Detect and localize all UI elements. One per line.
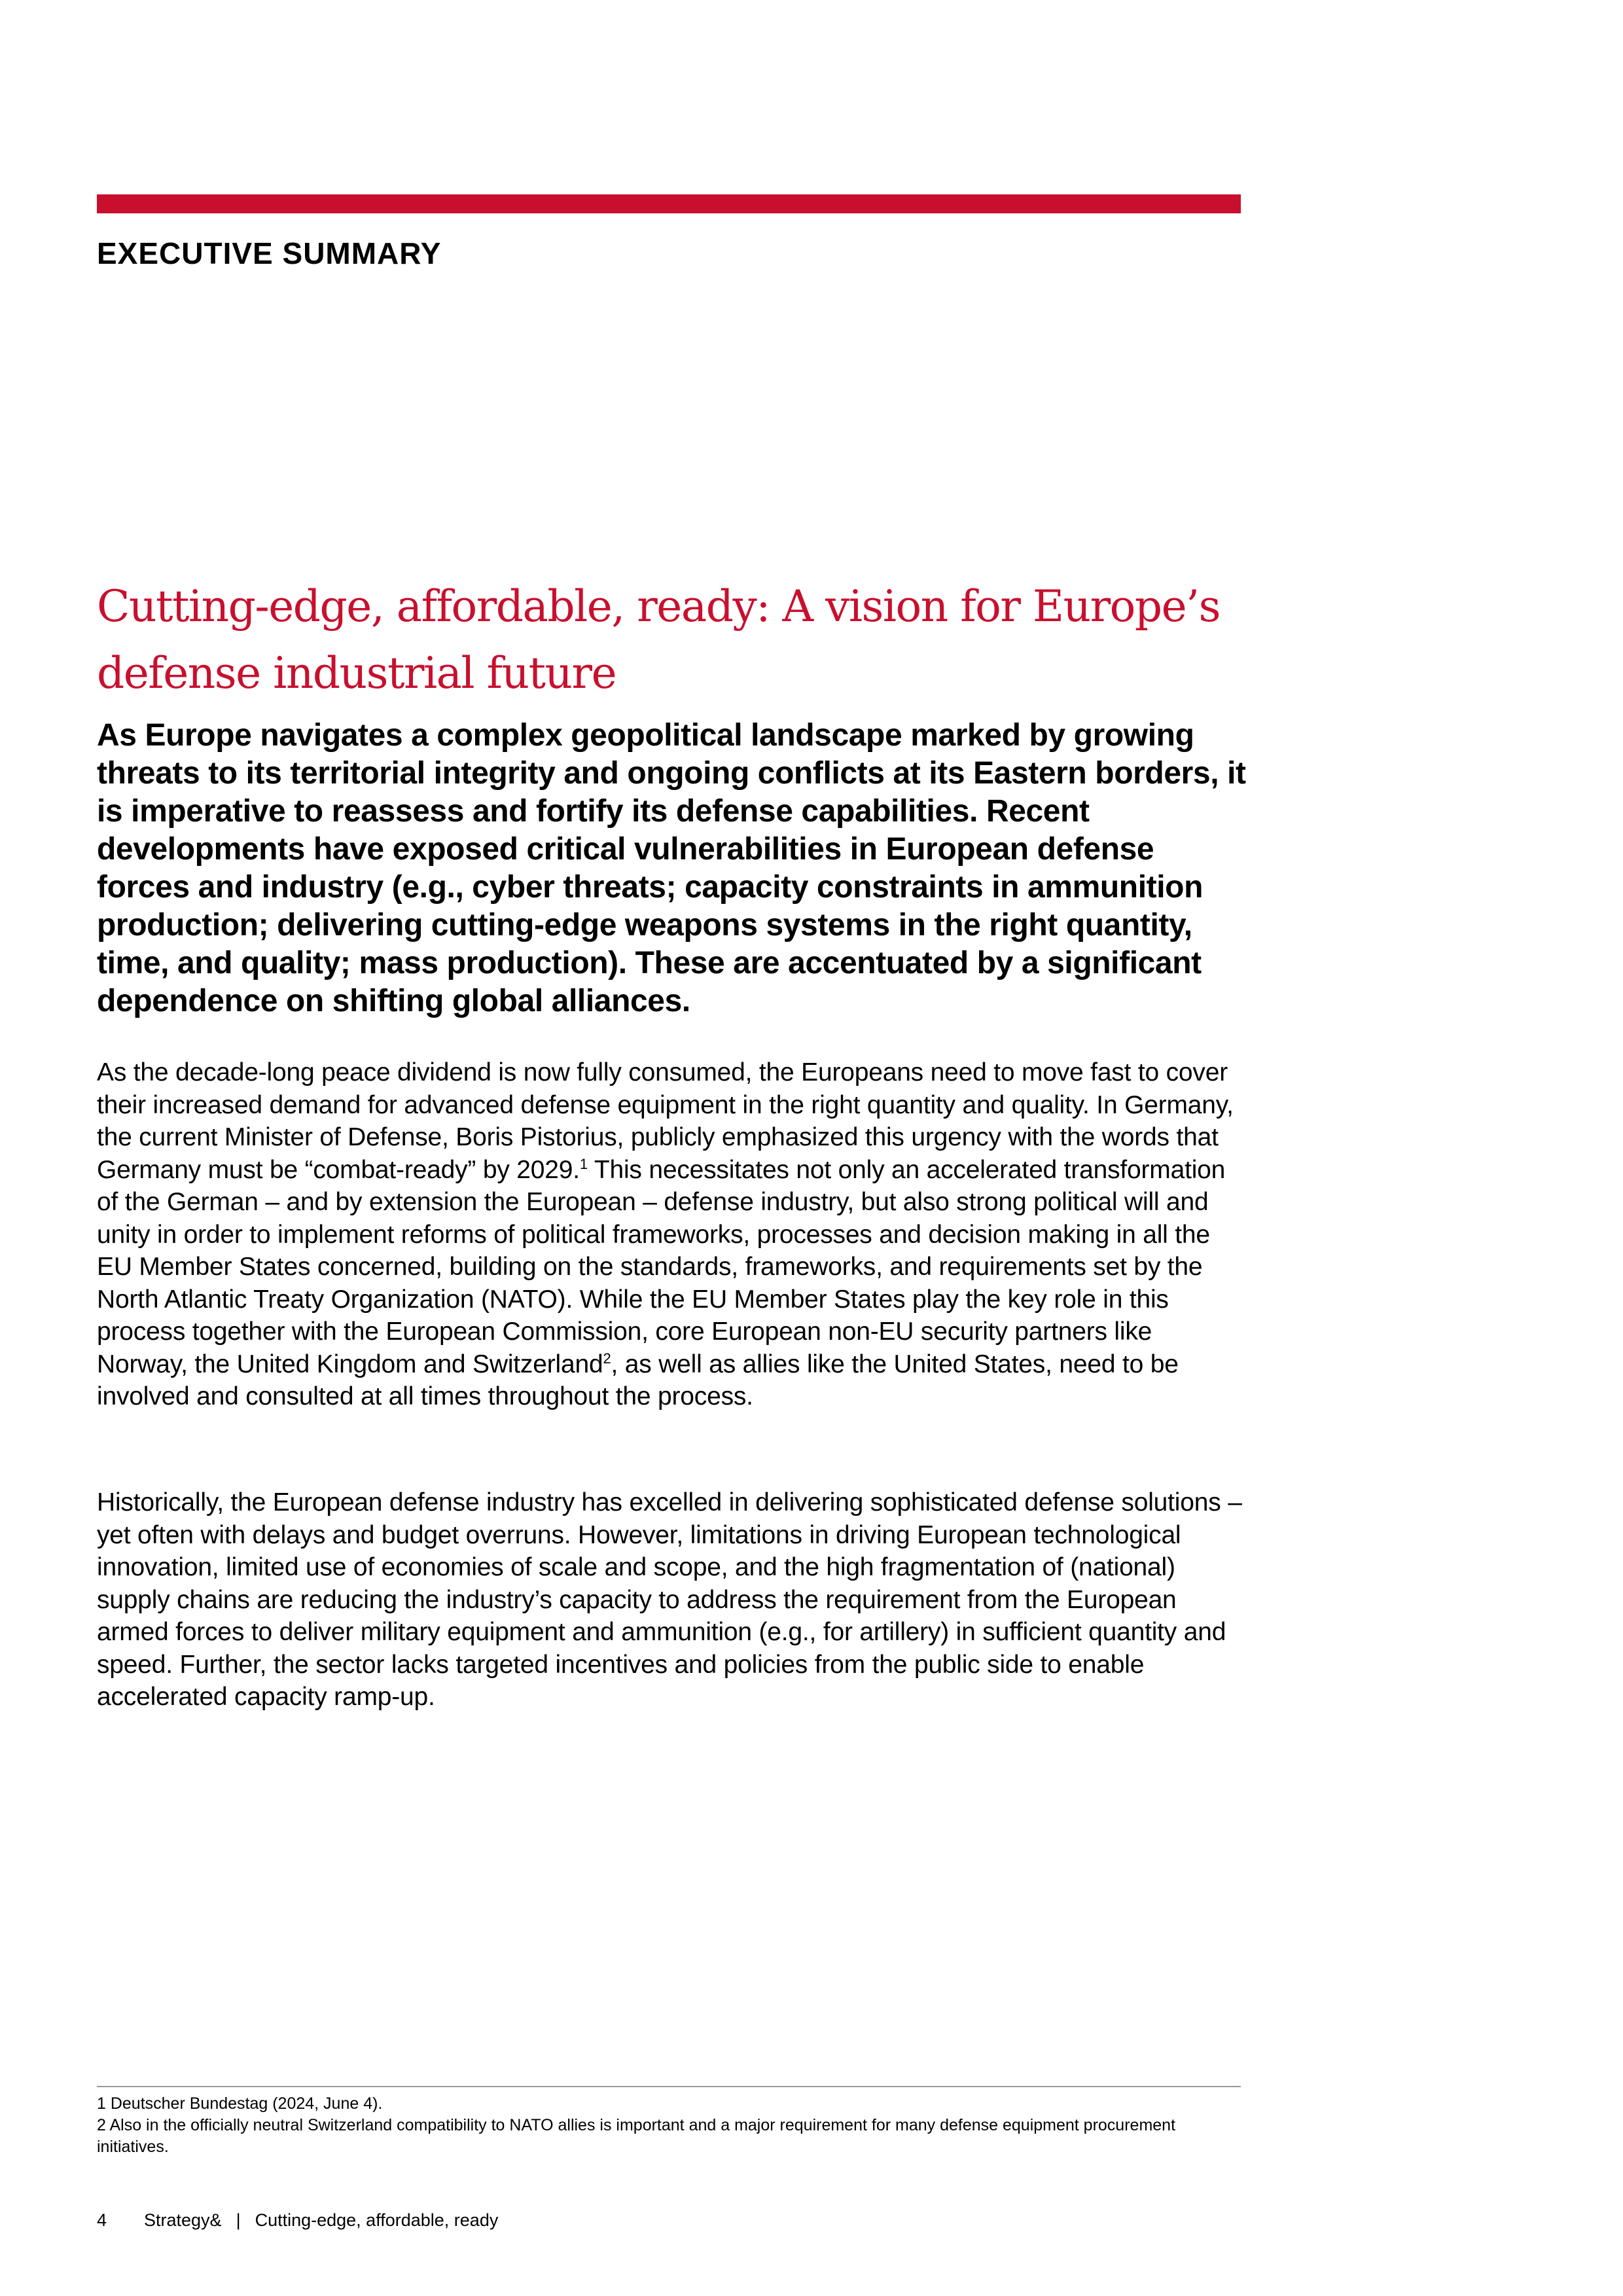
body-paragraph-1-text-a: As the decade-long peace dividend is now fully consumed, the Europeans need to move fast to cover their increased demand for advanced defense equipment in the right quantity and quality. In Germany, the current Minister of Defense, Boris Pistorius, publicly emphasized this urgency with the words that Germany must be “combat-ready” by 2029. [97,1058,1234,1184]
page-footer [97,2209,498,2231]
section-label: EXECUTIVE SUMMARY [97,236,442,270]
footer-separator: | [236,2210,241,2230]
body-paragraph-1-text-b: This necessitates not only an accelerated transformation of the German – and by extension the European – defense industry, but also strong political will and unity in order to implement reforms of political frameworks, processes and decision making in all the EU Member States concerned, building on the standards, frameworks, and requirements set by the North Atlantic Treaty Organization (NATO). While the EU Member States play the key role in this process together with the European Commission, core European non-EU security partners like Norway, the United Kingdom and Switzerland [97,1155,1226,1378]
footer-doc-title: Cutting-edge, affordable, ready [255,2210,499,2230]
page-number: 4 [97,2210,107,2230]
footnotes [97,2093,1249,2158]
body-paragraph-2: Historically, the European defense industry has excelled in delivering sophisticated defense solutions – yet often with delays and budget overruns. However, limitations in driving European technological innovation, limited use of economies of scale and scope, and the high fragmentation of (national) supply chains are reducing the industry’s capacity to address the requirement from the European armed forces to deliver military equipment and ammunition (e.g., for artillery) in sufficient quantity and speed. Further, the sector lacks targeted incentives and policies from the public side to enable accelerated capacity ramp-up. [97,1488,1242,1711]
footer-brand: Strategy& [144,2210,222,2230]
header-accent-rule [97,194,1241,213]
page-title: Cutting-edge, affordable, ready: A vision for Europe’s defense industrial future [97,581,1221,698]
footnote-2: 2 Also in the officially neutral Switzerland compatibility to NATO allies is important and a major requirement for many defense equipment procurement initiatives. [97,2116,1176,2156]
lead-paragraph: As Europe navigates a complex geopolitical landscape marked by growing threats to its territorial integrity and ongoing conflicts at its Eastern borders, it is imperative to reassess and fortify its defense capabilities. Recent developments have exposed critical vulnerabilities in European defense forces and industry (e.g., cyber threats; capacity constraints in ammunition production; delivering cutting-edge weapons systems in the right quantity, time, and quality; mass production). These are accentuated by a significant dependence on shifting global alliances. [97,718,1246,1018]
footnote-ref-1: 1 [579,1155,588,1172]
footnote-divider [97,2086,1241,2087]
footnote-1: 1 Deutscher Bundestag (2024, June 4). [97,2094,383,2113]
footnote-ref-2: 2 [603,1350,611,1367]
body-paragraph-1 [97,1056,1249,1413]
body-paragraph-1-text-c: , as well as allies like the United States, need to be involved and consulted at all times throughout the process. [97,1350,1179,1410]
